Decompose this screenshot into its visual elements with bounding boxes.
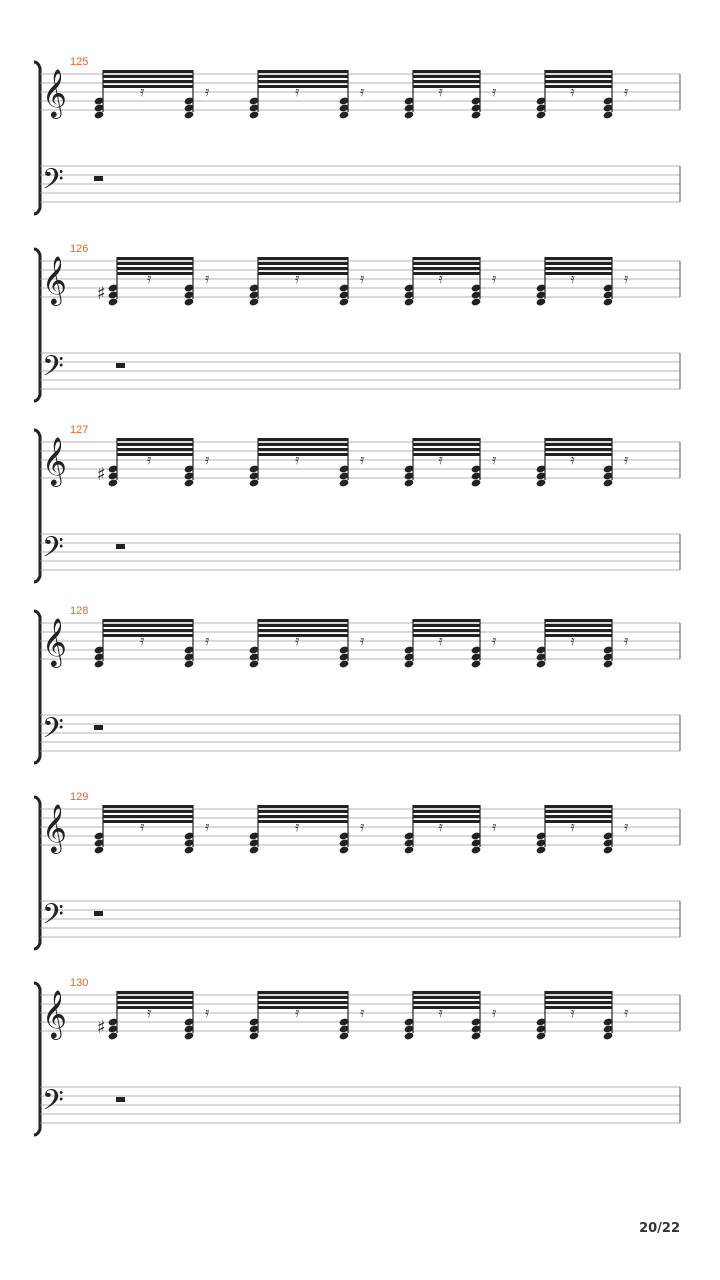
sixteenth-rest-icon: 𝄿	[205, 819, 210, 835]
sixteenth-rest-icon: 𝄿	[295, 452, 300, 468]
system-bracket-icon	[34, 430, 40, 582]
sixteenth-rest-icon: 𝄿	[438, 271, 443, 287]
sixteenth-rest-icon: 𝄿	[570, 633, 575, 649]
treble-clef-icon: 𝄞	[42, 436, 67, 485]
measure-number: 128	[70, 605, 89, 617]
beam	[117, 438, 193, 441]
beat-group	[94, 619, 210, 669]
beam	[545, 634, 612, 637]
beat-group	[404, 619, 497, 669]
beam	[258, 85, 348, 88]
beam	[258, 75, 348, 78]
measure-number: 126	[70, 243, 89, 255]
beam	[413, 448, 480, 451]
sixteenth-rest-icon: 𝄿	[624, 1005, 629, 1021]
beam	[545, 262, 612, 265]
beam	[103, 624, 193, 627]
beam	[103, 75, 193, 78]
beat-group	[536, 805, 629, 855]
sixteenth-rest-icon: 𝄿	[205, 84, 210, 100]
sixteenth-rest-icon: 𝄿	[147, 271, 152, 287]
sixteenth-rest-icon: 𝄿	[147, 1005, 152, 1021]
beam	[258, 453, 348, 456]
whole-rest-icon	[94, 725, 103, 730]
sixteenth-rest-icon: 𝄿	[624, 819, 629, 835]
system-125	[34, 56, 680, 214]
beat-group	[249, 991, 365, 1041]
sixteenth-rest-icon: 𝄿	[140, 819, 145, 835]
sixteenth-rest-icon: 𝄿	[492, 819, 497, 835]
beat-group	[536, 991, 629, 1041]
beam	[258, 262, 348, 265]
beam	[258, 634, 348, 637]
beam	[413, 810, 480, 813]
beat-group	[94, 805, 210, 855]
sixteenth-rest-icon: 𝄿	[492, 84, 497, 100]
beam	[258, 272, 348, 275]
beam	[545, 257, 612, 260]
sharp-accidental: ♯	[97, 464, 106, 485]
system-130	[34, 977, 680, 1135]
beam	[258, 619, 348, 622]
beam	[545, 805, 612, 808]
beam	[545, 820, 612, 823]
measure-number: 129	[70, 791, 89, 803]
beam	[545, 85, 612, 88]
whole-rest-icon	[116, 363, 125, 368]
beam	[103, 70, 193, 73]
beam	[413, 75, 480, 78]
sixteenth-rest-icon: 𝄿	[205, 452, 210, 468]
sixteenth-rest-icon: 𝄿	[360, 633, 365, 649]
beam	[545, 267, 612, 270]
sixteenth-rest-icon: 𝄿	[295, 819, 300, 835]
system-127	[34, 424, 680, 582]
beam	[413, 272, 480, 275]
sixteenth-rest-icon: 𝄿	[140, 633, 145, 649]
beam	[413, 634, 480, 637]
beam	[413, 85, 480, 88]
beam	[545, 1006, 612, 1009]
sixteenth-rest-icon: 𝄿	[438, 819, 443, 835]
beam	[258, 810, 348, 813]
treble-clef-icon: 𝄞	[42, 989, 67, 1038]
beam	[413, 267, 480, 270]
bass-clef-icon: 𝄢	[42, 163, 64, 203]
whole-rest-icon	[94, 176, 103, 181]
beat-group	[404, 805, 497, 855]
beat-group	[404, 438, 497, 488]
sixteenth-rest-icon: 𝄿	[438, 84, 443, 100]
beam	[545, 438, 612, 441]
beam	[413, 438, 480, 441]
beam	[413, 629, 480, 632]
beam	[258, 267, 348, 270]
beam	[103, 80, 193, 83]
beam	[413, 815, 480, 818]
beam	[545, 453, 612, 456]
beam	[117, 1006, 193, 1009]
measure-number: 125	[70, 56, 89, 68]
beat-group	[108, 438, 210, 488]
treble-clef-icon: 𝄞	[42, 68, 67, 117]
beat-group	[249, 257, 365, 307]
bass-clef-icon: 𝄢	[42, 712, 64, 752]
system-129	[34, 791, 680, 949]
beam	[117, 267, 193, 270]
beam	[545, 624, 612, 627]
beam	[258, 624, 348, 627]
bass-clef-icon: 𝄢	[42, 350, 64, 390]
sixteenth-rest-icon: 𝄿	[360, 84, 365, 100]
sixteenth-rest-icon: 𝄿	[624, 271, 629, 287]
beam	[413, 805, 480, 808]
beam	[258, 257, 348, 260]
beat-group	[536, 438, 629, 488]
treble-clef-icon: 𝄞	[42, 255, 67, 304]
system-bracket-icon	[34, 797, 40, 949]
system-bracket-icon	[34, 983, 40, 1135]
beam	[545, 629, 612, 632]
beam	[117, 272, 193, 275]
beam	[258, 80, 348, 83]
system-126	[34, 243, 680, 401]
system-128	[34, 605, 680, 763]
sixteenth-rest-icon: 𝄿	[360, 452, 365, 468]
beam	[258, 991, 348, 994]
beam	[117, 448, 193, 451]
beam	[117, 1001, 193, 1004]
beam	[103, 810, 193, 813]
beam	[117, 257, 193, 260]
sixteenth-rest-icon: 𝄿	[624, 84, 629, 100]
beam	[258, 996, 348, 999]
beat-group	[404, 70, 497, 120]
beam	[103, 619, 193, 622]
bass-clef-icon: 𝄢	[42, 531, 64, 571]
beam	[545, 75, 612, 78]
beam	[103, 85, 193, 88]
sharp-accidental: ♯	[97, 1017, 106, 1038]
beam	[258, 1006, 348, 1009]
beam	[413, 1001, 480, 1004]
system-bracket-icon	[34, 249, 40, 401]
beat-group	[249, 70, 365, 120]
beam	[545, 443, 612, 446]
beat-group	[249, 805, 365, 855]
sixteenth-rest-icon: 𝄿	[570, 1005, 575, 1021]
beam	[413, 443, 480, 446]
sixteenth-rest-icon: 𝄿	[295, 84, 300, 100]
sixteenth-rest-icon: 𝄿	[147, 452, 152, 468]
sixteenth-rest-icon: 𝄿	[570, 271, 575, 287]
beam	[413, 619, 480, 622]
beam	[545, 996, 612, 999]
beam	[258, 820, 348, 823]
beam	[413, 80, 480, 83]
sixteenth-rest-icon: 𝄿	[492, 633, 497, 649]
measure-number: 130	[70, 977, 89, 989]
beam	[413, 262, 480, 265]
sixteenth-rest-icon: 𝄿	[295, 1005, 300, 1021]
beam	[545, 815, 612, 818]
beam	[413, 453, 480, 456]
beam	[117, 996, 193, 999]
sixteenth-rest-icon: 𝄿	[624, 452, 629, 468]
sixteenth-rest-icon: 𝄿	[360, 271, 365, 287]
beam	[117, 443, 193, 446]
beam	[545, 272, 612, 275]
beat-group	[108, 991, 210, 1041]
beam	[545, 1001, 612, 1004]
sixteenth-rest-icon: 𝄿	[492, 271, 497, 287]
beat-group	[249, 438, 365, 488]
whole-rest-icon	[116, 544, 125, 549]
bass-clef-icon: 𝄢	[42, 1084, 64, 1124]
beam	[413, 70, 480, 73]
sixteenth-rest-icon: 𝄿	[438, 1005, 443, 1021]
sixteenth-rest-icon: 𝄿	[205, 271, 210, 287]
beam	[413, 991, 480, 994]
beam	[258, 438, 348, 441]
sixteenth-rest-icon: 𝄿	[360, 819, 365, 835]
beam	[545, 810, 612, 813]
sixteenth-rest-icon: 𝄿	[205, 633, 210, 649]
sixteenth-rest-icon: 𝄿	[624, 633, 629, 649]
whole-rest-icon	[94, 911, 103, 916]
sixteenth-rest-icon: 𝄿	[295, 271, 300, 287]
beat-group	[536, 257, 629, 307]
beat-group	[404, 257, 497, 307]
beat-group	[94, 70, 210, 120]
sixteenth-rest-icon: 𝄿	[570, 819, 575, 835]
sixteenth-rest-icon: 𝄿	[492, 1005, 497, 1021]
whole-rest-icon	[116, 1097, 125, 1102]
beam	[258, 629, 348, 632]
beat-group	[108, 257, 210, 307]
beam	[413, 820, 480, 823]
beam	[413, 257, 480, 260]
beam	[545, 991, 612, 994]
beam	[413, 996, 480, 999]
beam	[258, 448, 348, 451]
sixteenth-rest-icon: 𝄿	[492, 452, 497, 468]
treble-clef-icon: 𝄞	[42, 803, 67, 852]
beam	[258, 70, 348, 73]
sharp-accidental: ♯	[97, 283, 106, 304]
beam	[103, 815, 193, 818]
beam	[258, 1001, 348, 1004]
treble-clef-icon: 𝄞	[42, 617, 67, 666]
sixteenth-rest-icon: 𝄿	[205, 1005, 210, 1021]
beam	[545, 619, 612, 622]
sixteenth-rest-icon: 𝄿	[140, 84, 145, 100]
beam	[258, 443, 348, 446]
beam	[117, 453, 193, 456]
beam	[117, 991, 193, 994]
beam	[103, 805, 193, 808]
beam	[103, 629, 193, 632]
sixteenth-rest-icon: 𝄿	[360, 1005, 365, 1021]
system-bracket-icon	[34, 62, 40, 214]
sixteenth-rest-icon: 𝄿	[438, 633, 443, 649]
beam	[545, 80, 612, 83]
beam	[117, 262, 193, 265]
beat-group	[404, 991, 497, 1041]
beat-group	[536, 70, 629, 120]
beam	[103, 820, 193, 823]
sixteenth-rest-icon: 𝄿	[570, 452, 575, 468]
beam	[413, 624, 480, 627]
bass-clef-icon: 𝄢	[42, 898, 64, 938]
beam	[258, 805, 348, 808]
system-bracket-icon	[34, 611, 40, 763]
sixteenth-rest-icon: 𝄿	[295, 633, 300, 649]
beam	[413, 1006, 480, 1009]
sixteenth-rest-icon: 𝄿	[438, 452, 443, 468]
measure-number: 127	[70, 424, 89, 436]
sixteenth-rest-icon: 𝄿	[570, 84, 575, 100]
beat-group	[249, 619, 365, 669]
beat-group	[536, 619, 629, 669]
beam	[545, 70, 612, 73]
beam	[545, 448, 612, 451]
beam	[103, 634, 193, 637]
page-number: 20/22	[639, 1221, 680, 1236]
beam	[258, 815, 348, 818]
